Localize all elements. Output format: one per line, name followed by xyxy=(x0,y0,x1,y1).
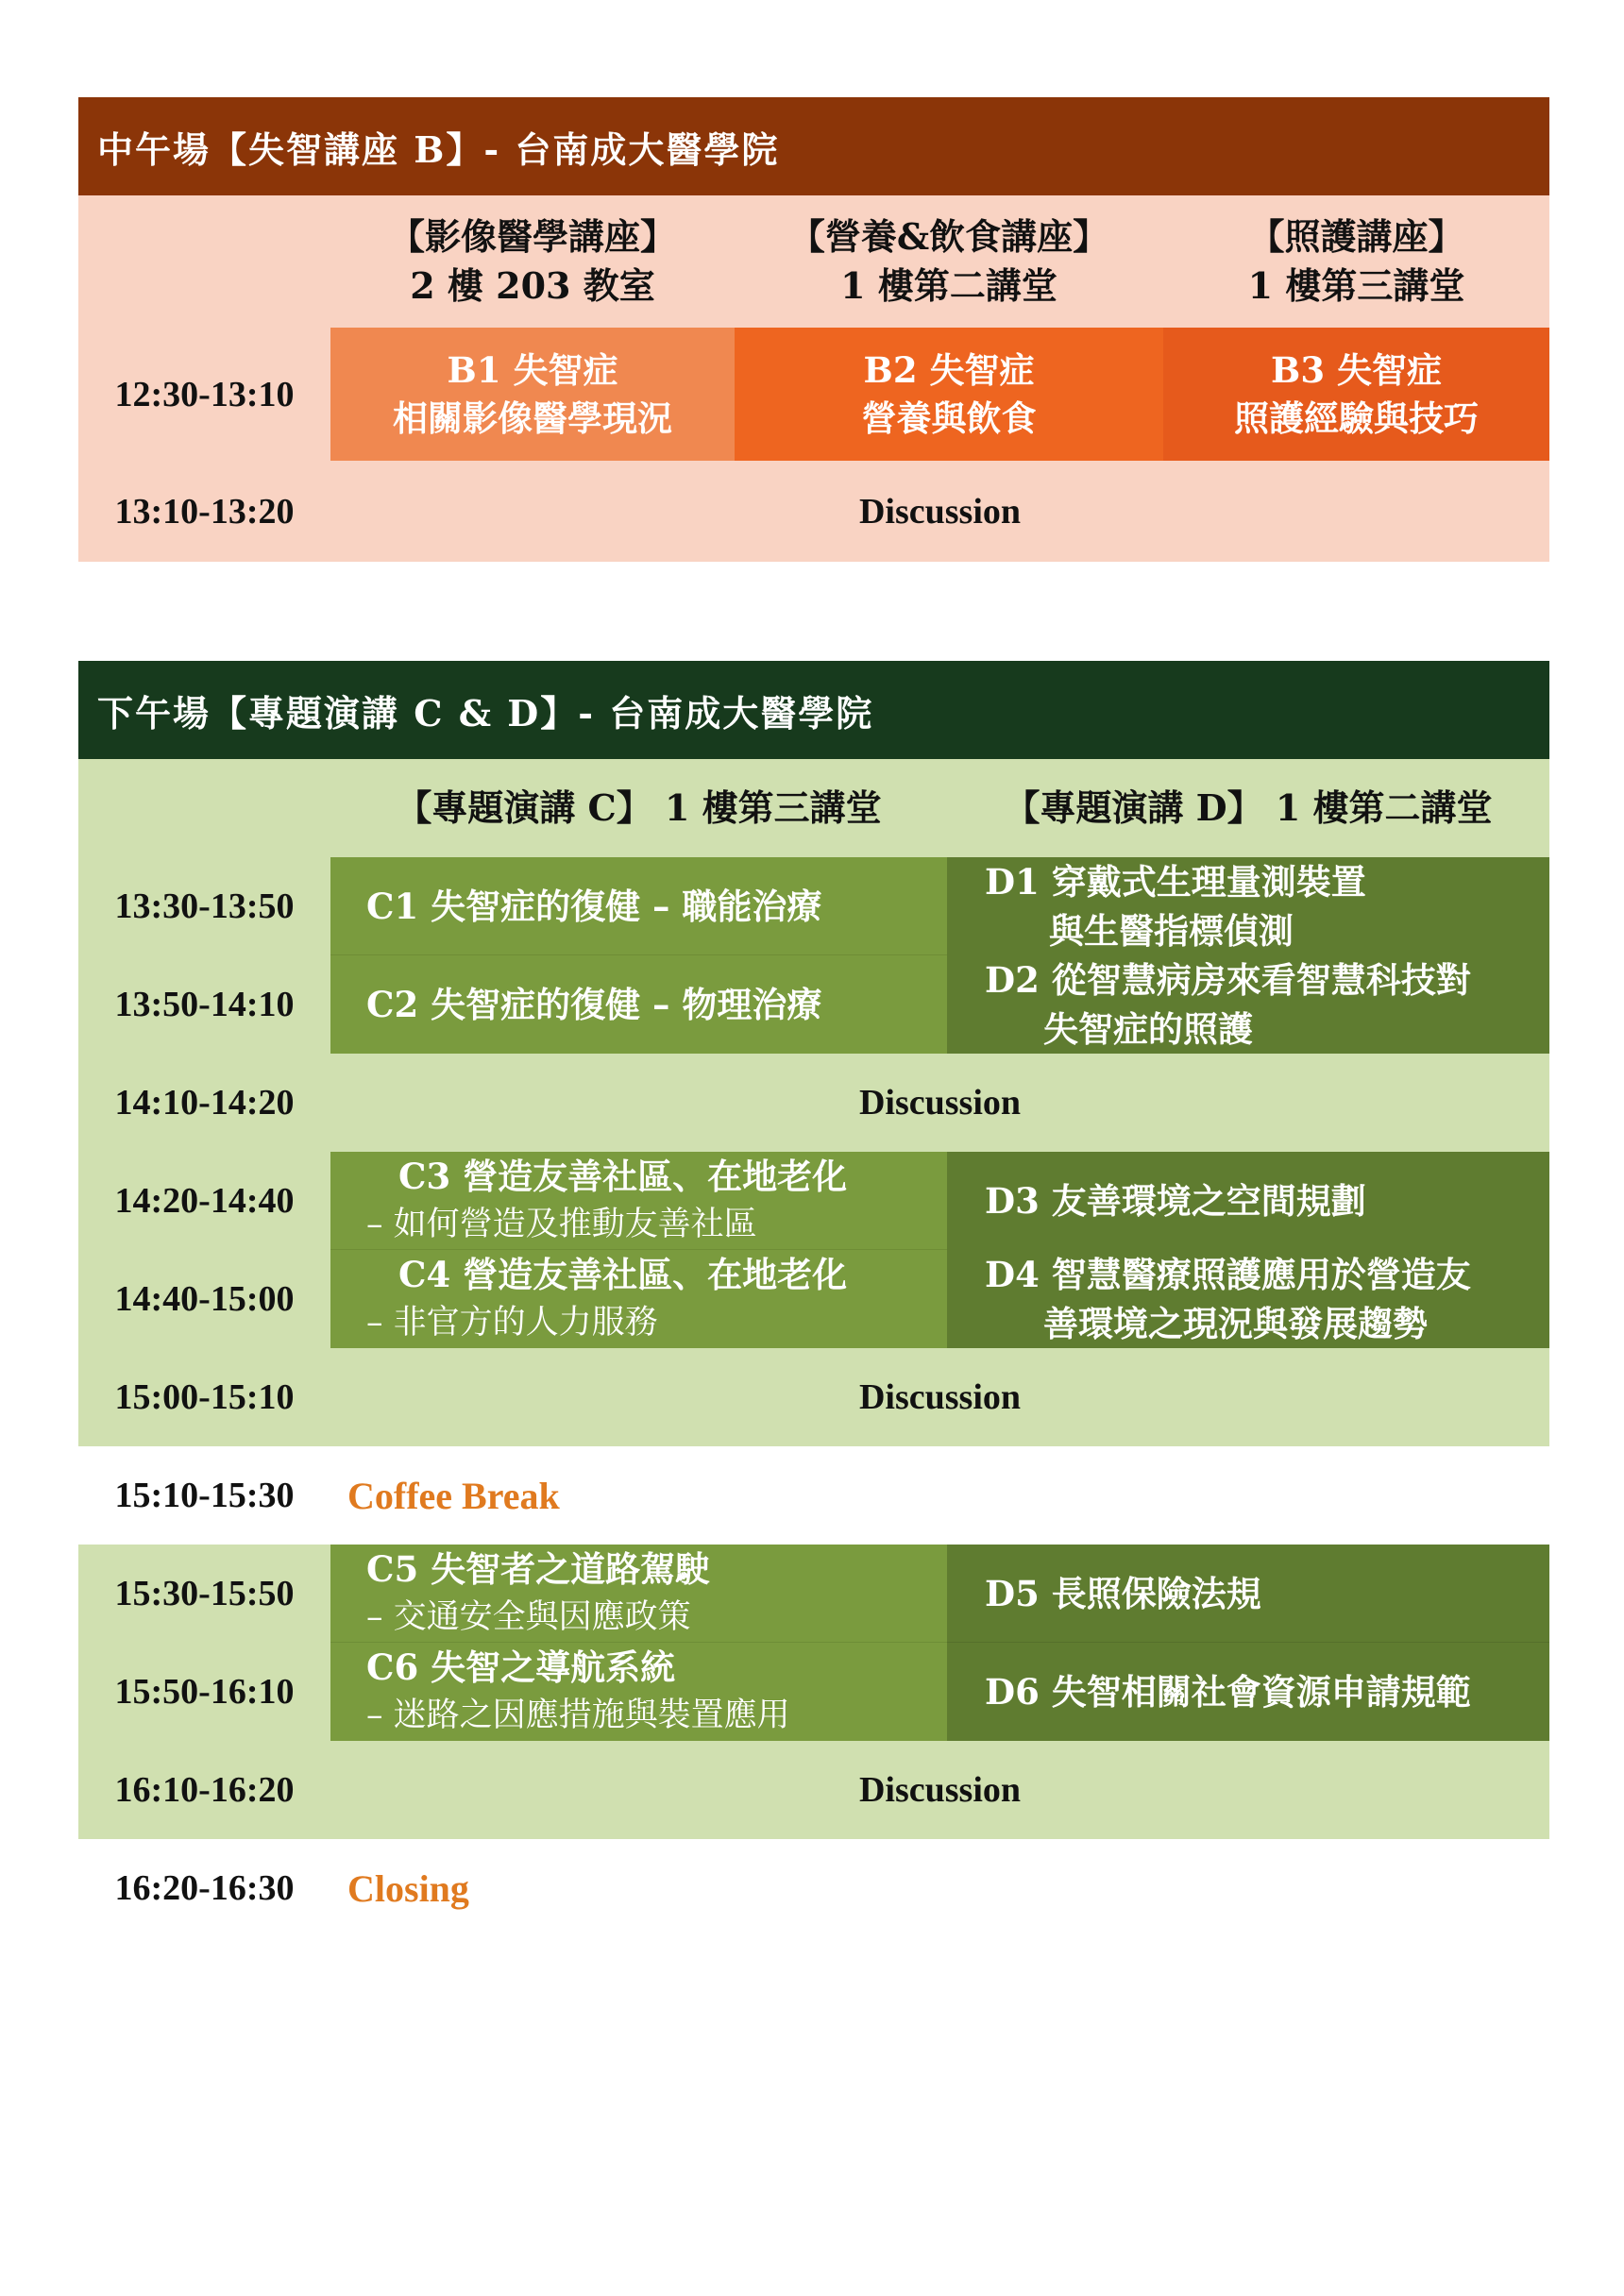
discussion-label: Discussion xyxy=(858,1377,1022,1417)
session-b1-title: B1 失智症 xyxy=(447,348,618,391)
session-d5 xyxy=(947,1545,1549,1643)
time-slot: 13:30-13:50 xyxy=(114,886,295,926)
session-d2-title: D2 從智慧病房來看智慧科技對 xyxy=(985,959,1471,1001)
session-b1-subtitle: 相關影像醫學現況 xyxy=(393,397,672,439)
session-d5-title: D5 長照保險法規 xyxy=(985,1572,1261,1614)
afternoon-header-d-text: 【專題演講 D】 1 樓第二講堂 xyxy=(1004,786,1493,829)
session-c5 xyxy=(330,1545,947,1643)
noon-header-imaging-title: 【影像醫學講座】 xyxy=(388,215,676,258)
time-slot: 15:00-15:10 xyxy=(114,1377,295,1417)
afternoon-block-1 xyxy=(78,857,1549,1054)
session-c4-title: C4 營造友善社區、在地老化 xyxy=(398,1254,848,1295)
discussion-label: Discussion xyxy=(858,1083,1022,1123)
session-b3 xyxy=(1163,328,1549,461)
session-d1-continued: 與生醫指標偵測 xyxy=(1049,910,1294,952)
afternoon-row-discussion-3 xyxy=(78,1741,1549,1839)
session-c4-subtitle: – 非官方的人力服務 xyxy=(366,1304,658,1342)
time-slot: 15:50-16:10 xyxy=(114,1672,295,1712)
closing-label: Closing xyxy=(347,1866,469,1910)
time-slot: 13:10-13:20 xyxy=(114,491,295,532)
discussion-label: Discussion xyxy=(858,491,1022,532)
noon-header-imaging-room: 2 樓 203 教室 xyxy=(410,264,655,307)
time-slot: 15:10-15:30 xyxy=(114,1476,295,1515)
time-slot: 15:30-15:50 xyxy=(114,1574,295,1613)
session-c5-subtitle: – 交通安全與因應政策 xyxy=(366,1598,691,1636)
afternoon-row-discussion-1 xyxy=(78,1054,1549,1152)
session-b3-subtitle: 照護經驗與技巧 xyxy=(1234,397,1479,439)
time-slot: 14:40-15:00 xyxy=(114,1279,295,1319)
afternoon-block-2 xyxy=(78,1152,1549,1348)
session-b2 xyxy=(735,328,1163,461)
noon-header-care-room: 1 樓第三講堂 xyxy=(1247,264,1465,307)
coffee-break-label: Coffee Break xyxy=(347,1474,560,1517)
time-slot: 14:20-14:40 xyxy=(114,1181,295,1221)
session-b2-title: B2 失智症 xyxy=(863,348,1035,391)
time-slot: 14:10-14:20 xyxy=(114,1083,295,1123)
noon-session xyxy=(78,97,1549,562)
afternoon-header-d xyxy=(947,759,1549,857)
noon-header-nutrition-title: 【營養&飲食講座】 xyxy=(788,215,1109,258)
session-d6-title: D6 失智相關社會資源申請規範 xyxy=(985,1671,1471,1713)
afternoon-block-3 xyxy=(78,1545,1549,1741)
session-d6 xyxy=(947,1643,1549,1741)
noon-row-discussion xyxy=(78,461,1549,562)
session-c6 xyxy=(330,1643,947,1741)
afternoon-row-closing xyxy=(78,1839,1549,1937)
afternoon-row-coffee-break xyxy=(78,1446,1549,1545)
session-d4-title: D4 智慧醫療照護應用於營造友 xyxy=(985,1254,1471,1295)
session-c6-subtitle: – 迷路之因應措施與裝置應用 xyxy=(366,1697,790,1734)
session-d1 xyxy=(947,857,1549,955)
session-d2 xyxy=(947,955,1549,1054)
noon-row-b xyxy=(78,328,1549,461)
session-c2 xyxy=(330,955,947,1054)
session-d4-continued: 善環境之現況與發展趨勢 xyxy=(1043,1303,1428,1344)
noon-header-imaging xyxy=(330,195,735,328)
afternoon-row-discussion-2 xyxy=(78,1348,1549,1446)
discussion-label: Discussion xyxy=(858,1770,1022,1810)
time-slot: 16:10-16:20 xyxy=(114,1770,295,1810)
session-b2-subtitle: 營養與飲食 xyxy=(861,397,1037,439)
session-b1 xyxy=(330,328,735,461)
session-d4 xyxy=(947,1250,1549,1348)
afternoon-session xyxy=(78,661,1549,1926)
session-c1-title: C1 失智症的復健 – 職能治療 xyxy=(366,885,822,927)
afternoon-header-c-text: 【專題演講 C】 1 樓第三講堂 xyxy=(396,786,882,829)
session-d3-title: D3 友善環境之空間規劃 xyxy=(985,1180,1366,1222)
afternoon-header-c xyxy=(330,759,947,857)
noon-header-nutrition-room: 1 樓第二講堂 xyxy=(840,264,1057,307)
session-d1-title: D1 穿戴式生理量測裝置 xyxy=(985,861,1366,903)
session-c1 xyxy=(330,857,947,955)
session-c4 xyxy=(330,1250,947,1348)
session-c5-title: C5 失智者之道路駕駛 xyxy=(366,1548,711,1590)
session-d3 xyxy=(947,1152,1549,1250)
time-slot: 12:30-13:10 xyxy=(114,374,295,414)
session-c3-subtitle: – 如何營造及推動友善社區 xyxy=(366,1206,757,1243)
session-c3 xyxy=(330,1152,947,1250)
afternoon-session-title: 下午場【專題演講 C & D】- 台南成大醫學院 xyxy=(78,661,1549,759)
session-c6-title: C6 失智之導航系統 xyxy=(366,1646,676,1688)
noon-header-nutrition xyxy=(735,195,1163,328)
noon-header-care xyxy=(1163,195,1549,328)
session-c2-title: C2 失智症的復健 – 物理治療 xyxy=(366,984,822,1025)
afternoon-header-row xyxy=(78,759,1549,857)
noon-session-title: 中午場【失智講座 B】- 台南成大醫學院 xyxy=(78,97,1549,195)
noon-header-row xyxy=(78,195,1549,328)
session-b3-title: B3 失智症 xyxy=(1271,348,1442,391)
time-slot: 16:20-16:30 xyxy=(114,1868,295,1908)
noon-header-care-title: 【照護講座】 xyxy=(1248,215,1464,258)
session-c3-title: C3 營造友善社區、在地老化 xyxy=(398,1156,848,1197)
session-d2-continued: 失智症的照護 xyxy=(1043,1008,1253,1050)
time-slot: 13:50-14:10 xyxy=(114,985,295,1024)
